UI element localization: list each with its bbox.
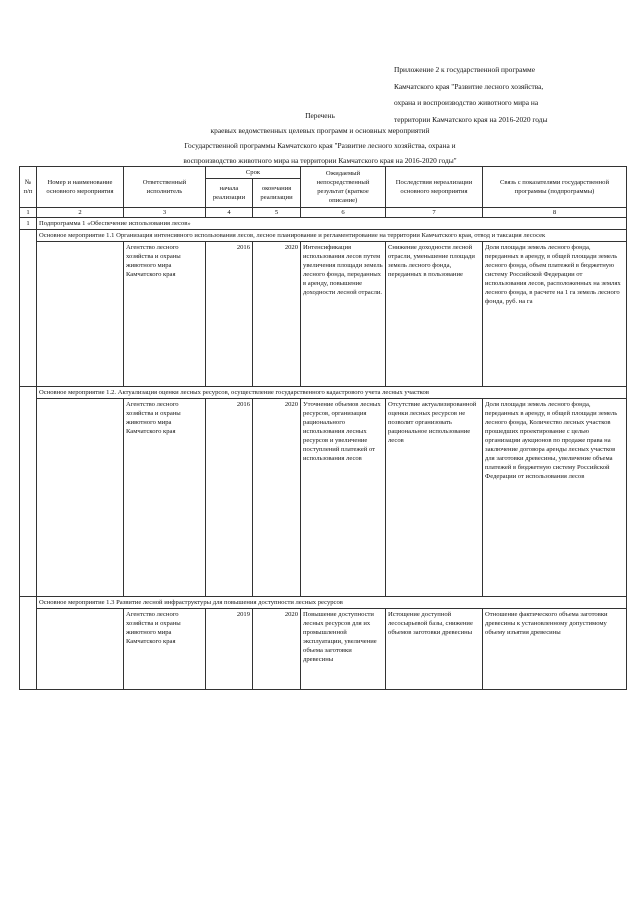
measure-row	[20, 242, 627, 387]
measure-end: 2020	[253, 399, 301, 597]
measure-start: 2016	[206, 399, 253, 597]
measures-table	[19, 166, 627, 690]
measure-end: 2020	[253, 242, 301, 387]
measure-executor: Агентство лесного хозяйства и охраны животного мира Камчатского края	[124, 242, 206, 387]
measure-executor: Агентство лесного хозяйства и охраны животного мира Камчатского края	[124, 609, 206, 690]
header-start: начала реализации	[206, 179, 253, 208]
appendix-line: Камчатского края "Развитие лесного хозяйства,	[394, 81, 544, 91]
measure-link: Отношение фактического объема заготовки древесины к установленному допустимому объему изъятия древесины	[483, 609, 627, 690]
measure-title: Основное мероприятие 1.1 Организация интенсивного использования лесов, лесное планирование и регламентирование на территории Камчатского края, отвод и таксация лесосек	[37, 230, 627, 242]
column-number: 3	[124, 208, 206, 218]
appendix-line: Приложение 2 к государственной программе	[394, 65, 536, 74]
header-row	[20, 167, 627, 179]
appendix-line: охрана и воспроизводство животного мира на	[394, 98, 539, 107]
measure-link: Доля площади земель лесного фонда, переданных в аренду, в общей площади земель лесного фонда, Количество лесных участков прошедших проектирование с целью организации аукционов по продаже права на заключение договора аренды лесных участков для заготовки древесины, увеличение объема платежей в бюджетную систему Российской Федерации от использования лесов	[483, 399, 627, 597]
header-link: Связь с показателями государственной программы (подпрограммы)	[483, 167, 627, 208]
header-num: № п/п	[20, 167, 37, 208]
measure-end: 2020	[253, 609, 301, 690]
measure-title-row	[20, 387, 627, 399]
measure-consequences: Истощение доступной лесосырьевой базы, снижение объемов заготовки древесины	[386, 609, 483, 690]
measure-title: Основное мероприятие 1.3 Развитие лесной инфраструктуры для повышения доступности лесных ресурсов	[37, 597, 627, 609]
title-line: воспроизводство животного мира на территории Камчатского края на 2016-2020 годы"	[183, 156, 457, 165]
measure-executor: Агентство лесного хозяйства и охраны животного мира Камчатского края	[124, 399, 206, 597]
subprogram-row	[20, 218, 627, 230]
header-end: окончания реализации	[253, 179, 301, 208]
column-number: 7	[386, 208, 483, 218]
measure-consequences: Отсутствие актуализированной оценки лесных ресурсов не позволит организовать рациональное использование лесов	[386, 399, 483, 597]
measure-title: Основное мероприятие 1.2. Актуализация оценки лесных ресурсов, осуществление государственного кадастрового учета лесных участков	[37, 387, 627, 399]
header-result: Ожидаемый непосредственный результат (краткое описание)	[301, 167, 386, 208]
column-number: 2	[37, 208, 124, 218]
title-line: краевых ведомственных целевых программ и основных мероприятий	[210, 126, 430, 135]
column-number: 5	[253, 208, 301, 218]
measure-consequences: Снижение доходности лесной отрасли, уменьшение площади земель лесного фонда, переданных в пользование	[386, 242, 483, 387]
measure-start: 2019	[206, 609, 253, 690]
header-term: Срок	[206, 167, 301, 179]
header-name: Номер и наименование основного мероприятия	[37, 167, 124, 208]
appendix-line: территории Камчатского края на 2016-2020 годы	[394, 114, 548, 124]
measure-link: Доля площади земель лесного фонда, переданных в аренду, в общей площади земель лесного фонда, объем платежей в бюджетную систему Российской Федерации от использования лесов, расположенных на землях лесного фонда, в расчете на 1 га земель лесного фонда, руб. на га	[483, 242, 627, 387]
subprogram-num: 1	[20, 218, 37, 230]
measure-title-row	[20, 230, 627, 242]
subprogram-title: Подпрограмма 1 «Обеспечение использования лесов»	[37, 218, 627, 230]
measure-row	[20, 399, 627, 597]
document-title	[100, 108, 540, 168]
measure-result: Повышение доступности лесных ресурсов для их промышленной эксплуатации, увеличение объема заготовки древесины	[301, 609, 386, 690]
title-line: Государственной программы Камчатского края "Развитие лесного хозяйства, охрана и	[184, 141, 456, 150]
column-number: 6	[301, 208, 386, 218]
title-line: Перечень	[305, 111, 335, 120]
measure-row	[20, 609, 627, 690]
measure-title-row	[20, 597, 627, 609]
column-number: 1	[20, 208, 37, 218]
column-number-row	[20, 208, 627, 218]
header-consequences: Последствия нереализации основного мероприятия	[386, 167, 483, 208]
measure-result: Уточнение объемов лесных ресурсов, организация рационального использования лесных ресурсов и увеличение поступлений платежей от использования лесов	[301, 399, 386, 597]
header-executor: Ответственный исполнитель	[124, 167, 206, 208]
column-number: 8	[483, 208, 627, 218]
measure-result: Интенсификация использования лесов путем увеличения площади земель лесного фонда, переданных в аренду, повышение доходности лесной отрасли.	[301, 242, 386, 387]
measure-start: 2016	[206, 242, 253, 387]
column-number: 4	[206, 208, 253, 218]
